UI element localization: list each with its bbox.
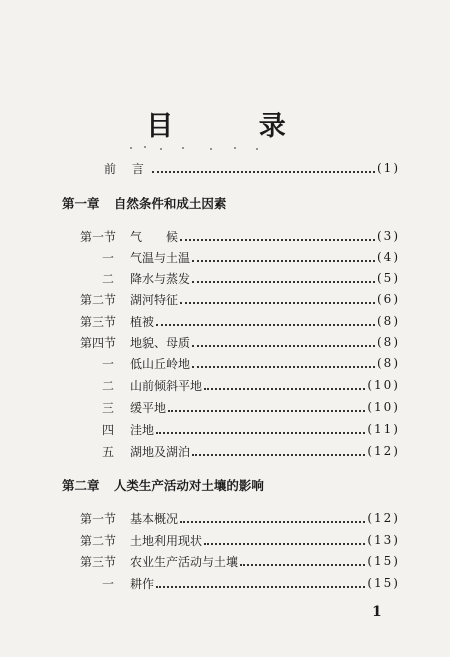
entry-number: 第三节 [80, 314, 117, 329]
toc-entry[interactable] [80, 508, 400, 528]
toc-entry[interactable] [102, 573, 400, 593]
entry-number: 四 [102, 422, 115, 437]
entry-label: 农业生产活动与土壤 [130, 554, 239, 569]
entry-label: 低山丘岭地 [130, 356, 191, 371]
chapter-number: 第二章 [62, 478, 100, 493]
entry-page: (13) [367, 533, 400, 547]
entry-number: 第四节 [80, 335, 117, 350]
entry-page: (6) [377, 292, 400, 306]
entry-page: (10) [367, 378, 400, 392]
leader-dots [192, 444, 365, 456]
entry-page: (12) [367, 444, 400, 458]
leader-dots [192, 271, 375, 283]
entry-number: 第二节 [80, 292, 117, 307]
toc-entry[interactable] [80, 530, 400, 550]
entry-number: 一 [102, 250, 115, 265]
leader-dots [156, 576, 365, 588]
entry-page: (5) [377, 271, 400, 285]
entry-label: 植被 [130, 314, 155, 329]
chapter-title: 人类生产活动对土壤的影响 [113, 478, 264, 493]
entry-number: 二 [102, 378, 115, 393]
entry-page: (8) [377, 356, 400, 370]
leader-dots [152, 161, 375, 173]
entry-label: 降水与蒸发 [130, 271, 191, 286]
toc-entry[interactable] [80, 551, 400, 571]
entry-number: 第三节 [80, 554, 117, 569]
entry-label: 湖河特征 [130, 292, 179, 307]
toc-entry-preface[interactable] [104, 158, 400, 178]
entry-page: (15) [367, 554, 400, 568]
leader-dots [180, 292, 375, 304]
entry-label: 气 候 [130, 229, 179, 244]
entry-label: 前 言 [104, 161, 150, 176]
toc-entry[interactable] [80, 226, 400, 246]
page-number: 1 [372, 604, 382, 620]
toc-entry[interactable] [80, 311, 400, 331]
entry-label: 洼地 [130, 422, 155, 437]
chapter-heading-1[interactable] [62, 194, 226, 212]
page-title: 目 录 [146, 111, 324, 142]
entry-number: 第二节 [80, 533, 117, 548]
toc-entry[interactable] [102, 419, 400, 439]
leader-dots [192, 250, 375, 262]
entry-page: (12) [367, 511, 400, 525]
entry-number: 三 [102, 400, 115, 415]
entry-label: 耕作 [130, 576, 155, 591]
entry-number: 第一节 [80, 229, 117, 244]
entry-label: 湖地及湖泊 [130, 444, 191, 459]
toc-entry[interactable] [102, 441, 400, 461]
chapter-heading-2[interactable] [62, 476, 264, 494]
leader-dots [192, 335, 375, 347]
entry-page: (4) [377, 250, 400, 264]
entry-label: 缓平地 [130, 400, 167, 415]
entry-page: (15) [367, 576, 400, 590]
leader-dots [180, 229, 375, 241]
entry-number: 五 [102, 444, 115, 459]
leader-dots [156, 422, 365, 434]
entry-number: 一 [102, 356, 115, 371]
leader-dots [204, 378, 365, 390]
entry-number: 二 [102, 271, 115, 286]
chapter-number: 第一章 [62, 196, 100, 211]
entry-page: (8) [377, 314, 400, 328]
toc-entry[interactable] [102, 353, 400, 373]
toc-entry[interactable] [102, 268, 400, 288]
entry-page: (1) [377, 161, 400, 175]
entry-page: (10) [367, 400, 400, 414]
toc-entry[interactable] [102, 375, 400, 395]
entry-page: (11) [367, 422, 400, 436]
toc-entry[interactable] [102, 397, 400, 417]
toc-entry[interactable] [80, 289, 400, 309]
leader-dots [240, 554, 365, 566]
entry-label: 气温与土温 [130, 250, 191, 265]
entry-page: (3) [377, 229, 400, 243]
entry-label: 地貌、母质 [130, 335, 191, 350]
entry-page: (8) [377, 335, 400, 349]
leader-dots [192, 356, 375, 368]
entry-number: 一 [102, 576, 115, 591]
entry-label: 土地利用现状 [130, 533, 203, 548]
leader-dots [168, 400, 365, 412]
entry-label: 基本概况 [130, 511, 179, 526]
entry-number: 第一节 [80, 511, 117, 526]
scan-specks [130, 146, 290, 150]
leader-dots [156, 314, 375, 326]
toc-entry[interactable] [80, 332, 400, 352]
entry-label: 山前倾斜平地 [130, 378, 203, 393]
chapter-title: 自然条件和成土因素 [113, 196, 227, 211]
leader-dots [180, 511, 365, 523]
leader-dots [204, 533, 365, 545]
toc-entry[interactable] [102, 247, 400, 267]
